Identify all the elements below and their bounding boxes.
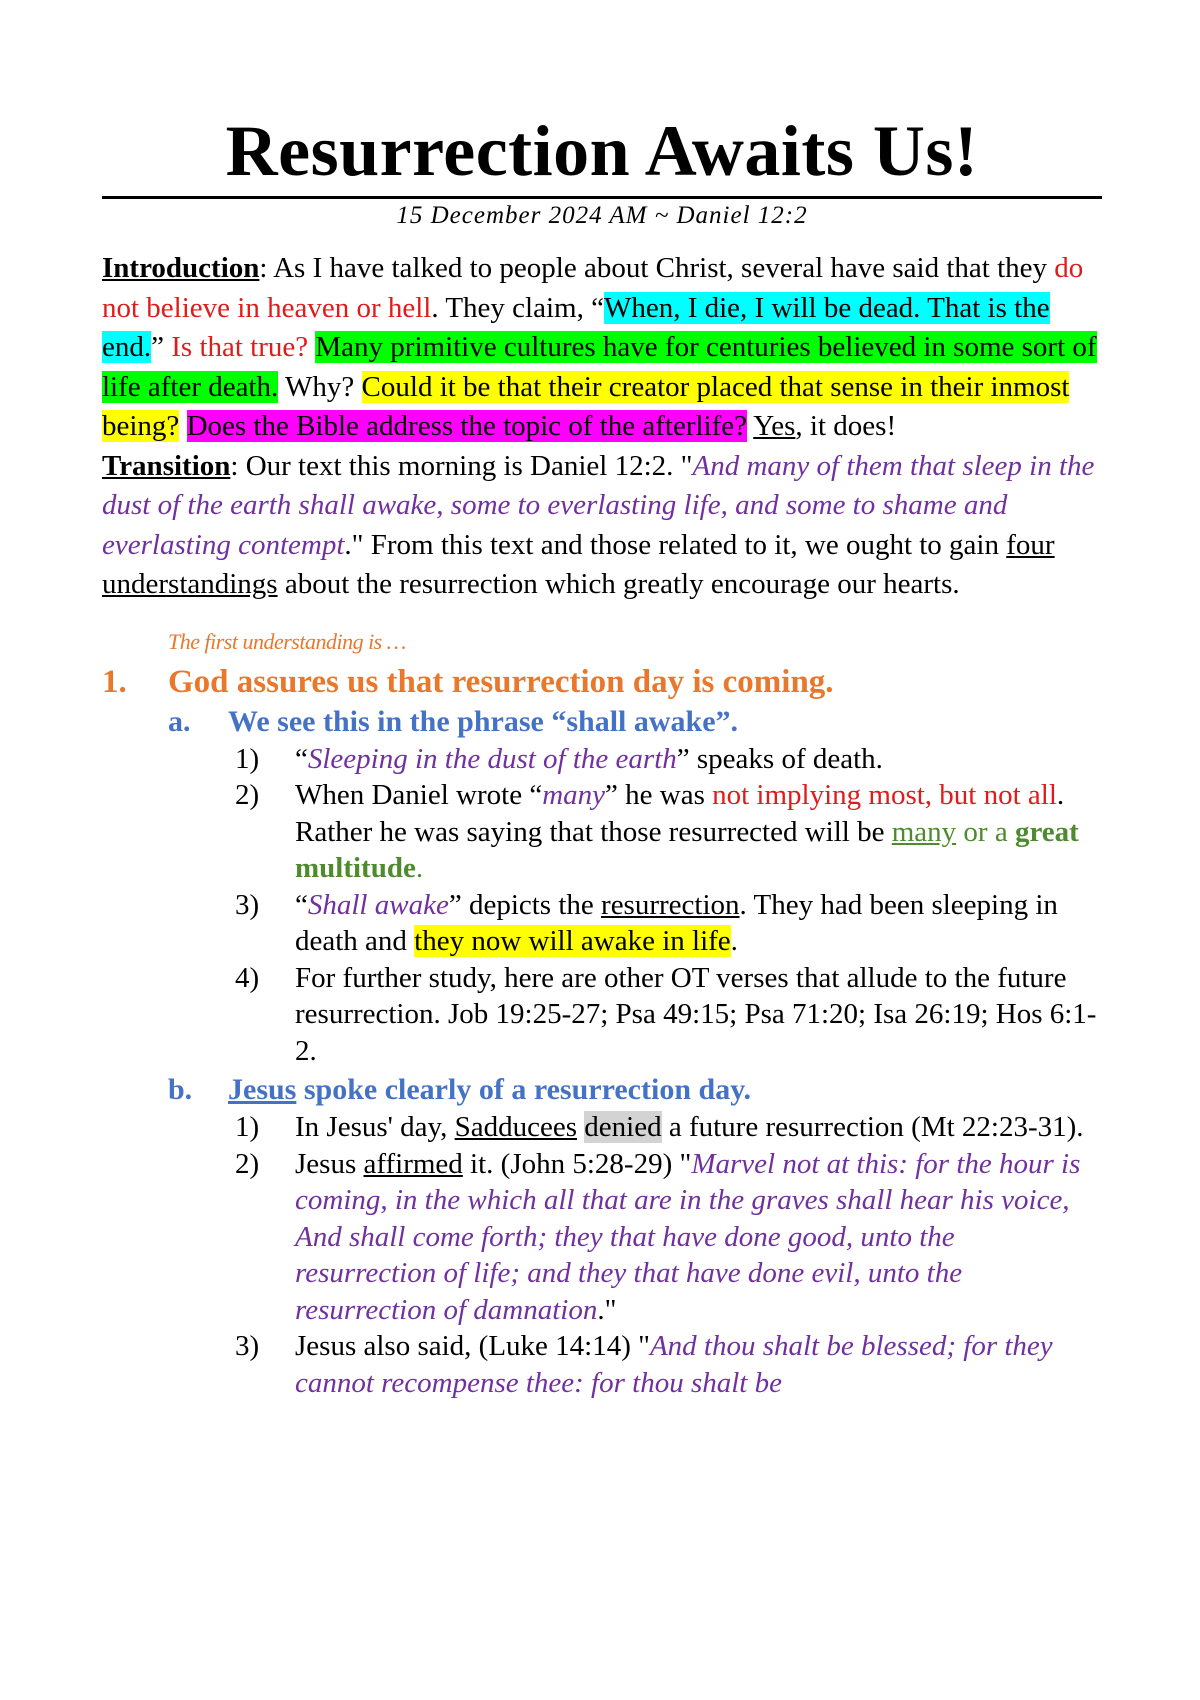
item-text-part: When Daniel wrote “ (295, 779, 543, 811)
subpoint-text: We see this in the phrase “shall awake”. (228, 704, 739, 738)
item-text (295, 777, 1102, 887)
item-red-text: not implying most, but not all (712, 779, 1057, 811)
list-item (235, 777, 1102, 887)
item-text-part: . (730, 925, 738, 957)
transition-text: about the resurrection which greatly encourage our hearts. (277, 568, 960, 600)
item-text-part: Jesus also said, (Luke 14:14) " (295, 1330, 650, 1362)
item-text-part: ” depicts the (448, 888, 602, 921)
subpoint-jesus: Jesus (228, 1073, 297, 1106)
transition-label: Transition (102, 449, 231, 482)
section-cue: The first understanding is … (168, 628, 406, 654)
intro-quote-highlight: When, I die, I will be dead. That is the end. (102, 291, 1050, 363)
item-green-text: . (415, 852, 424, 884)
item-underline: resurrection (601, 888, 740, 921)
intro-text: As I have talked to people about Christ, several have said that they (273, 252, 1055, 284)
point-text: God assures us that resurrection day is coming. (168, 663, 834, 700)
item-text-part: ” speaks of death. (676, 742, 883, 775)
item-text (295, 1146, 1102, 1329)
item-text-part: it. (John 5:28-29) " (462, 1147, 692, 1180)
introduction-paragraph (102, 249, 1102, 447)
sermon-page (102, 110, 1102, 1401)
intro-green-highlight: Many primitive cultures have for centuries believed in some sort of life after death. (102, 331, 1097, 403)
transition-paragraph (102, 447, 1102, 605)
item-quote: Marvel not at this: for the hour is coming, in the which all that are in the graves shall hear his voice, And shall come forth; they that have done good, unto the resurrection of life; and they that have done evil, unto the resurrection of damnation (295, 1147, 1081, 1326)
item-text-part: “ (295, 888, 308, 921)
subpoint-letter: b. (168, 1073, 193, 1106)
item-text (295, 1328, 1102, 1401)
transition-text: ." From this text and those related to it, we ought to gain (344, 528, 1007, 561)
page-subtitle: 15 December 2024 AM ~ Daniel 12:2 (396, 202, 808, 229)
list-item (235, 1328, 1102, 1401)
item-text (295, 1109, 1102, 1146)
intro-text: . They claim, “ (431, 291, 604, 324)
item-number: 4) (235, 961, 260, 994)
subpoint-text-part: spoke clearly of a resurrection day. (296, 1073, 752, 1106)
list-item (235, 960, 1102, 1070)
item-green-bold: great multitude (295, 815, 1079, 884)
point-1-heading (102, 661, 1102, 703)
item-text (295, 741, 1102, 778)
intro-yellow-highlight: Could it be that their creator placed that sense in their inmost being? (102, 370, 1070, 442)
item-text-part: a future resurrection (Mt 22:23-31). (661, 1111, 1084, 1143)
list-item (235, 1109, 1102, 1146)
item-number: 3) (235, 888, 260, 921)
item-quote: many (542, 779, 606, 811)
item-yellow-highlight: they now will awake in life (414, 925, 731, 957)
item-text: For further study, here are other OT verses that allude to the future resurrection. Job 19:25-27; Psa 49:15; Psa 71:20; Isa 26:19; Hos 6:1-2. (295, 961, 1097, 1067)
item-number: 1) (235, 742, 260, 775)
item-text-part: Jesus (295, 1147, 364, 1180)
intro-text (179, 410, 186, 442)
subpoint-letter: a. (168, 704, 191, 738)
item-green-underline: many (891, 815, 957, 848)
intro-magenta-highlight: Does the Bible address the topic of the afterlife? (186, 410, 748, 442)
title-rule (102, 196, 1102, 199)
item-text-part: ” he was (605, 779, 713, 811)
item-number: 3) (235, 1330, 260, 1362)
item-quote: Sleeping in the dust of the earth (307, 742, 677, 775)
item-underline: affirmed (363, 1147, 463, 1180)
intro-yes: Yes (753, 410, 796, 442)
list-item (235, 1146, 1102, 1329)
point-number: 1. (102, 663, 127, 700)
item-gray-highlight: denied (584, 1111, 662, 1143)
scripture-quote: And many of them that sleep in the dust of the earth shall awake, some to everlasting life, and some to shame and everlasting contempt (102, 449, 1095, 561)
transition-text: : Our text this morning is Daniel 12:2. " (230, 449, 693, 482)
intro-text: ” (151, 331, 172, 363)
item-text-part: . Rather he was saying that those resurrected will be (295, 779, 1065, 848)
item-text-part: . They had been sleeping in death and (295, 888, 1058, 957)
item-text-part: In Jesus' day, (295, 1111, 455, 1143)
subpoint-b-heading (168, 1071, 1102, 1109)
intro-red-text: do not believe in heaven or hell (102, 252, 1084, 324)
four-understandings: four understandings (102, 528, 1055, 600)
item-quote: And thou shalt be blessed; for they cannot recompense thee: for thou shalt be (295, 1330, 1053, 1399)
item-text-part: “ (295, 742, 308, 775)
subpoint-text (228, 1071, 751, 1109)
intro-text: : (259, 252, 274, 284)
list-item (235, 887, 1102, 960)
item-number: 2) (235, 779, 260, 811)
intro-text: Why? (278, 370, 362, 403)
intro-text: , it does! (795, 410, 897, 442)
item-quote: Shall awake (307, 888, 449, 921)
subpoint-a-heading (168, 703, 1102, 741)
intro-question: Is that true? (171, 331, 309, 363)
list-item (235, 741, 1102, 778)
item-green-text: or a (956, 815, 1015, 848)
introduction-label: Introduction (102, 252, 260, 284)
item-text (295, 887, 1102, 960)
item-number: 2) (235, 1147, 260, 1180)
item-number: 1) (235, 1111, 260, 1143)
page-title: Resurrection Awaits Us! (225, 111, 979, 191)
item-underline: Sadducees (454, 1111, 578, 1143)
item-text-part: ." (597, 1293, 617, 1326)
